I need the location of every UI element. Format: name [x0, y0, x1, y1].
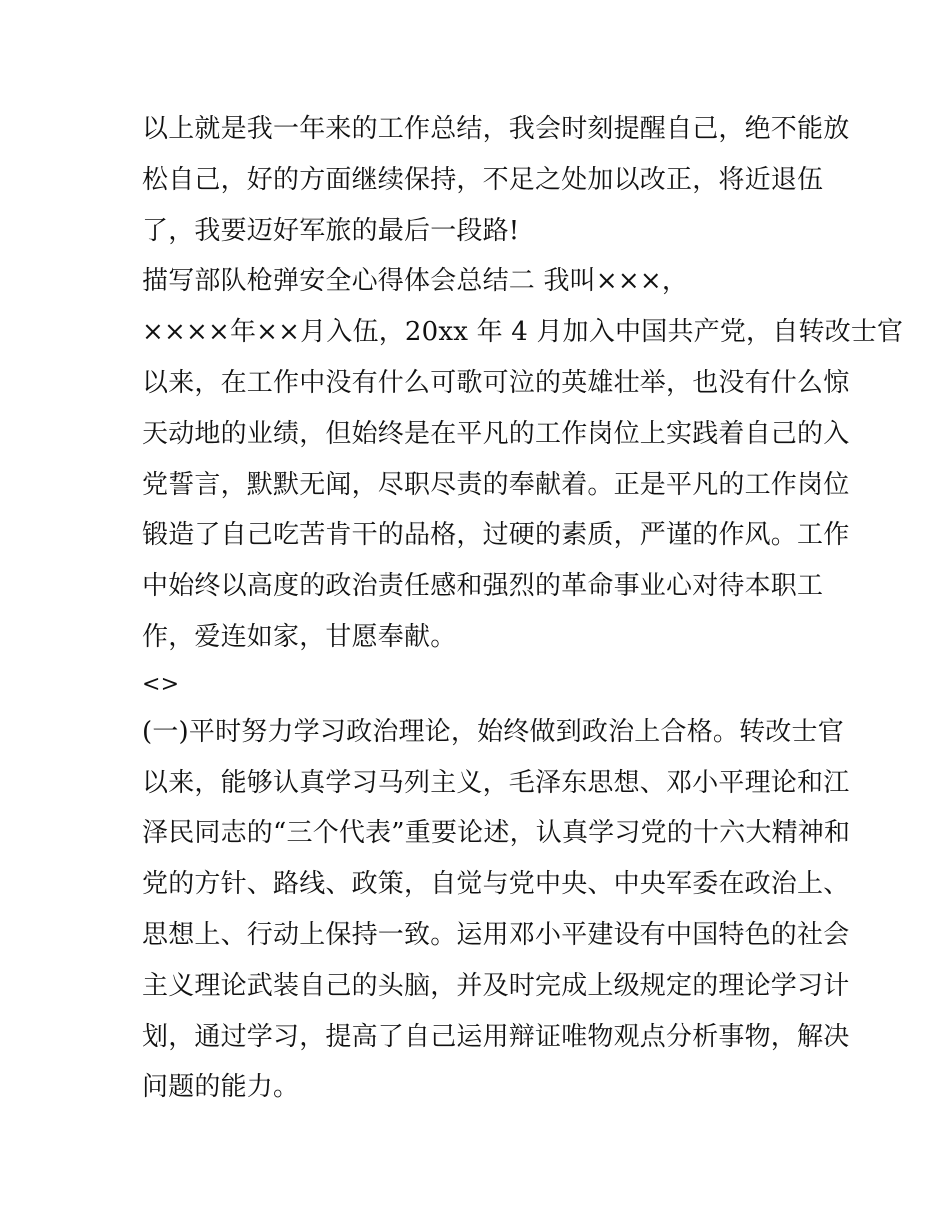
text-line: 思想上、行动上保持一致。运用邓小平建设有中国特色的社会 — [142, 919, 850, 950]
text-line: 锻造了自己吃苦肯干的品格，过硬的素质，严谨的作风。工作 — [142, 520, 850, 551]
text-line: 党的方针、路线、政策，自觉与党中央、中央军委在政治上、 — [142, 869, 850, 900]
text-line: 党誓言，默默无闻，尽职尽责的奉献着。正是平凡的工作岗位 — [142, 469, 850, 500]
placeholder-marker: <> — [142, 671, 180, 697]
text-line: 作，爱连如家，甘愿奉献。 — [142, 621, 457, 652]
text-line: 天动地的业绩，但始终是在平凡的工作岗位上实践着自己的入 — [142, 418, 850, 449]
text-line: 以来，在工作中没有什么可歌可泣的英雄壮举，也没有什么惊 — [142, 367, 850, 398]
text-line: 泽民同志的“三个代表”重要论述，认真学习党的十六大精神和 — [142, 818, 851, 849]
text-line: 松自己，好的方面继续保持，不足之处加以改正，将近退伍 — [142, 164, 824, 195]
text-line: (一)平时努力学习政治理论，始终做到政治上合格。转改士官 — [142, 716, 844, 747]
text-line: 主义理论武装自己的头脑，并及时完成上级规定的理论学习计 — [142, 970, 850, 1001]
document-body — [142, 104, 904, 1113]
text-line: 以上就是我一年来的工作总结，我会时刻提醒自己，绝不能放 — [142, 114, 850, 144]
text-line: 以来，能够认真学习马列主义，毛泽东思想、邓小平理论和江 — [142, 767, 850, 798]
text-line: ××××年××月入伍，20xx 年 4 月加入中国共产党，自转改士官 — [142, 317, 904, 348]
text-line: 划，通过学习，提高了自己运用辩证唯物观点分析事物，解决 — [142, 1021, 850, 1052]
text-line: 中始终以高度的政治责任感和强烈的革命事业心对待本职工 — [142, 571, 824, 602]
text-line: 了，我要迈好军旅的最后一段路! — [142, 215, 520, 246]
text-line: 问题的能力。 — [142, 1072, 300, 1103]
section-heading-line: 描写部队枪弹安全心得体会总结二 我叫×××， — [142, 266, 689, 297]
